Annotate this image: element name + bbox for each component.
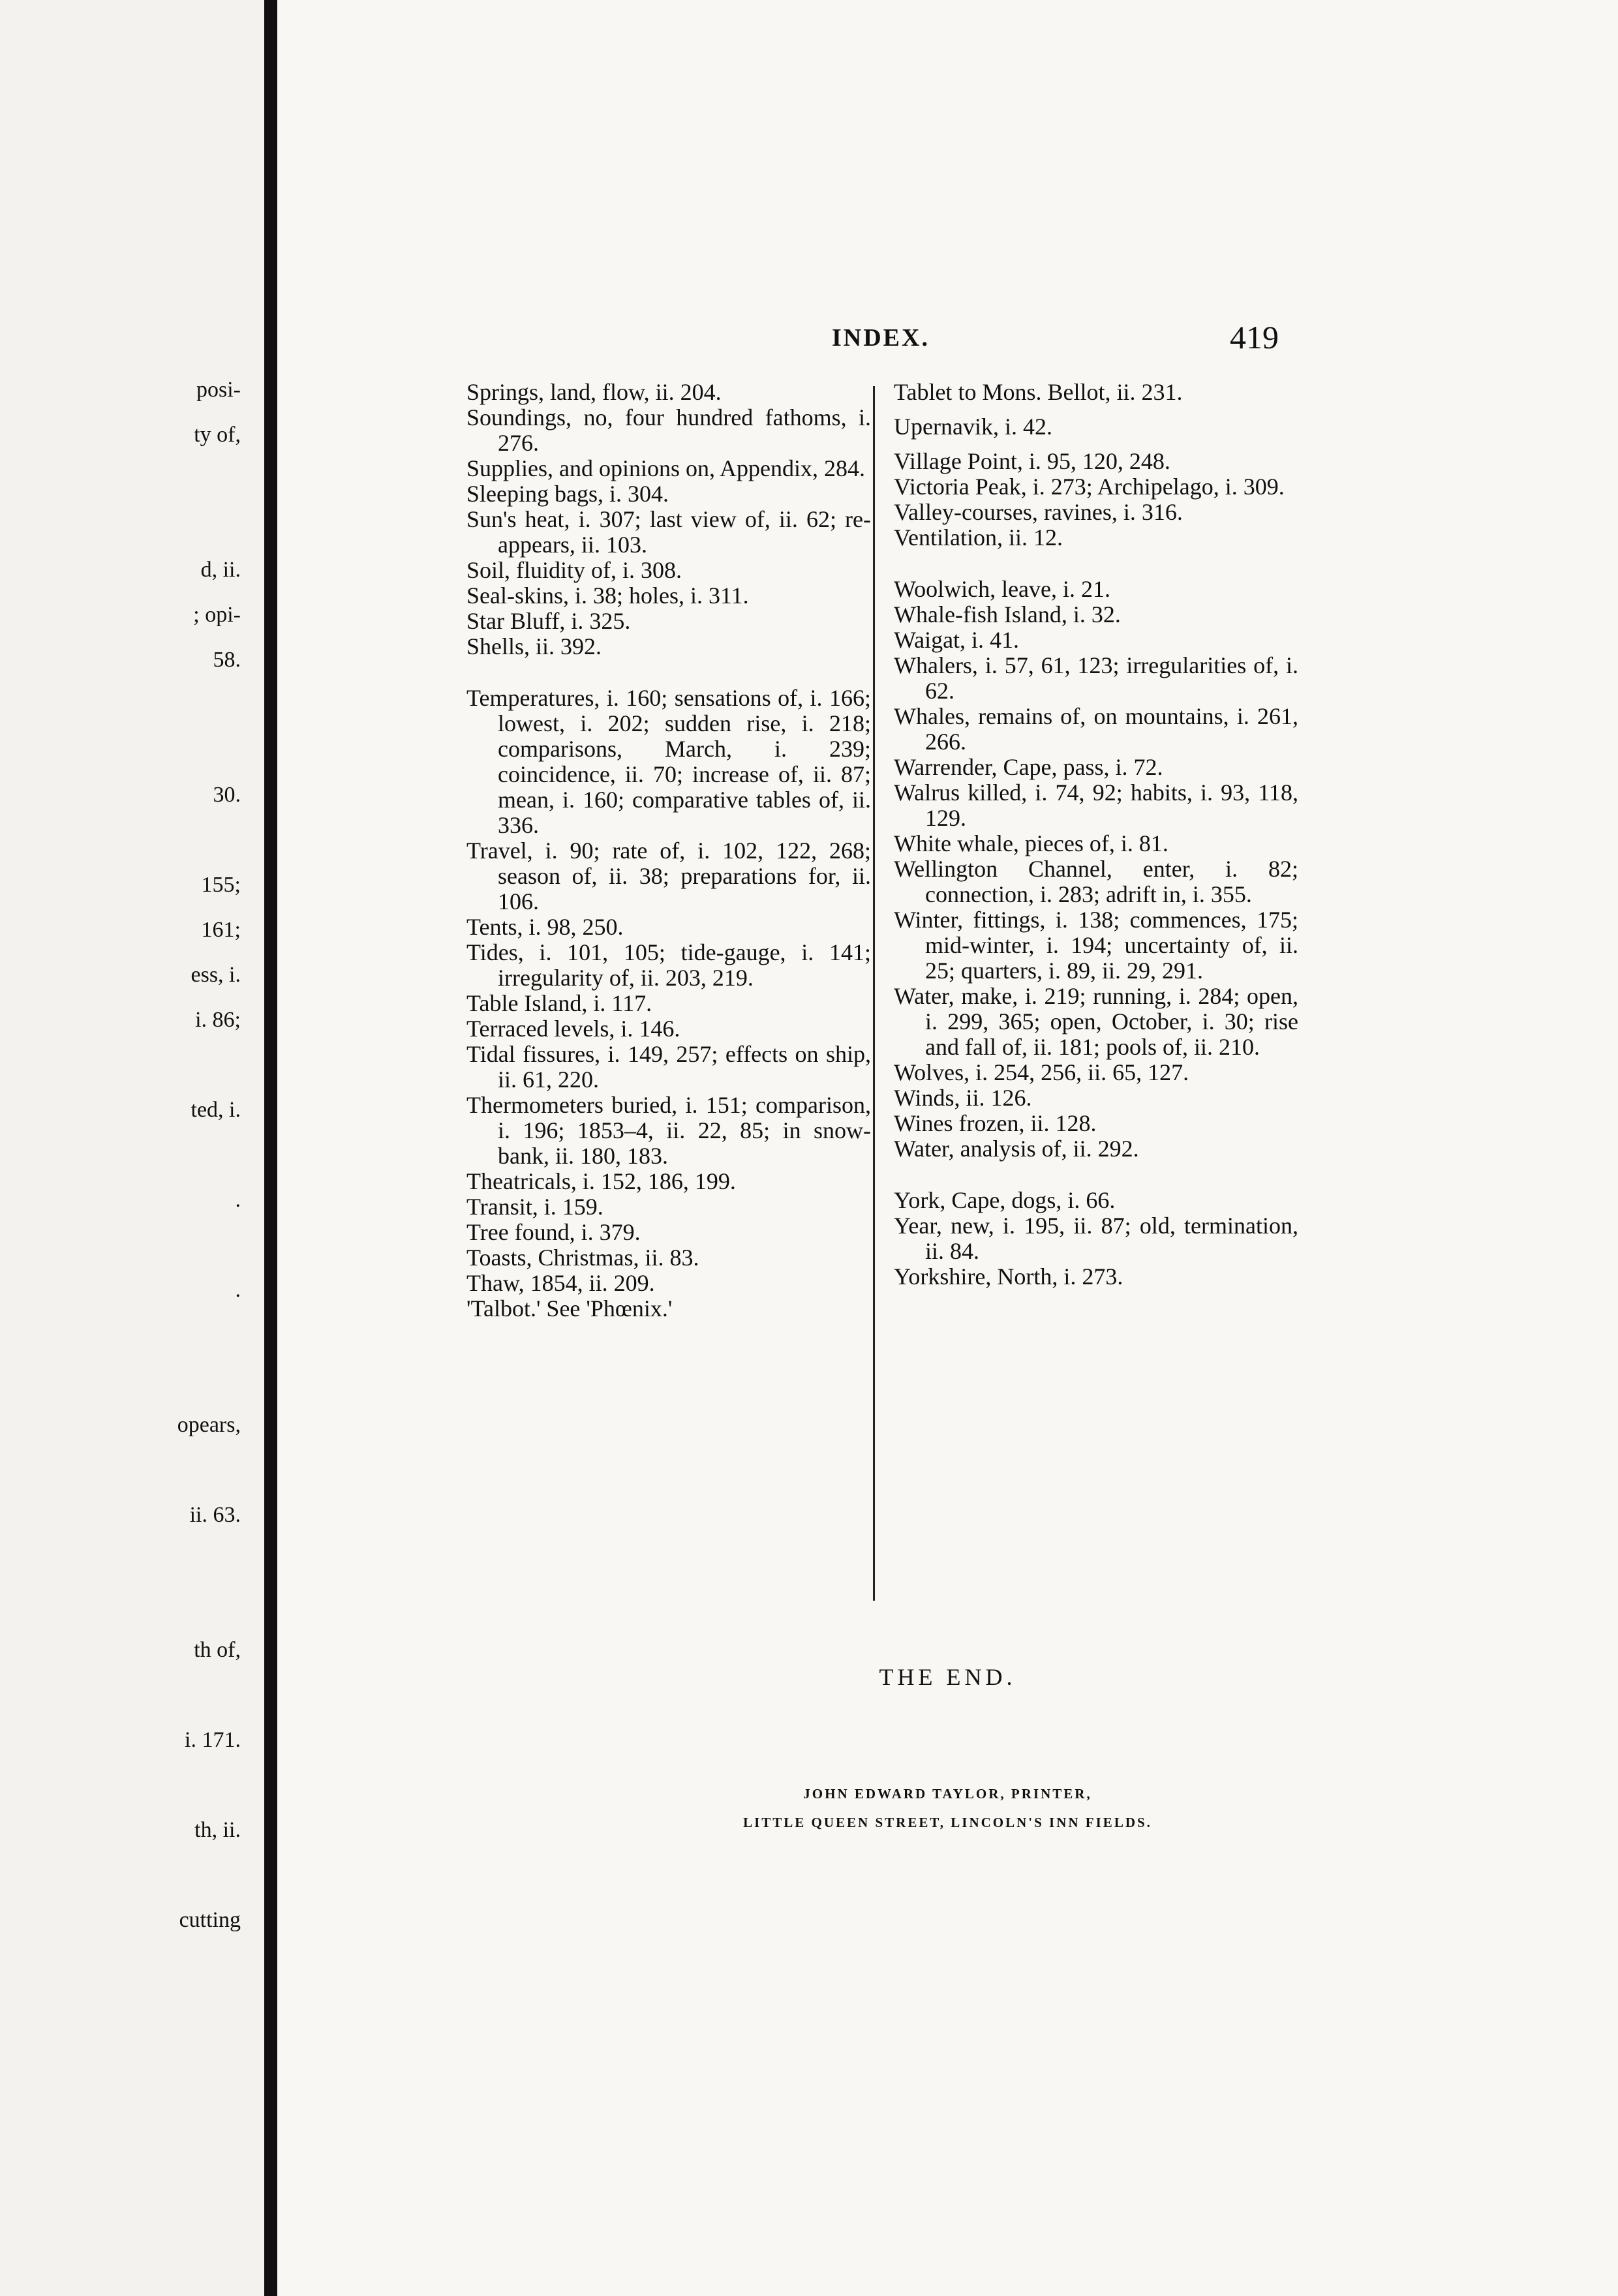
index-entry: Tides, i. 101, 105; tide-gauge, i. 141; irregularity of, ii. 203, 219. [466, 939, 871, 991]
page-number: 419 [1230, 319, 1279, 355]
index-entry: Transit, i. 159. [466, 1194, 603, 1220]
printer-line-2: LITTLE QUEEN STREET, LINCOLN'S INN FIELDS. [743, 1815, 1152, 1830]
index-entry: Toasts, Christmas, ii. 83. [466, 1245, 699, 1271]
index-entry: Springs, land, flow, ii. 204. [466, 379, 722, 405]
facing-page-fragment: cutting [179, 1908, 241, 1932]
index-entry: Supplies, and opinions on, Appendix, 284. [466, 455, 865, 481]
index-entry: Soil, fluidity of, i. 308. [466, 557, 682, 583]
index-entry: Travel, i. 90; rate of, i. 102, 122, 268; season of, ii. 38; preparations for, ii. 106. [466, 838, 871, 914]
page-gutter [264, 0, 277, 2296]
section-gap [894, 440, 1298, 449]
facing-page-fragment: 30. [213, 783, 241, 807]
index-entry: Upernavik, i. 42. [894, 414, 1052, 440]
index-entry: 'Talbot.' See 'Phœnix.' [466, 1295, 673, 1322]
index-entry: Tents, i. 98, 250. [466, 914, 624, 940]
index-entry: Year, new, i. 195, ii. 87; old, termination, ii. 84. [894, 1213, 1298, 1264]
index-entry: Seal-skins, i. 38; holes, i. 311. [466, 582, 749, 609]
index-entry: Woolwich, leave, i. 21. [894, 576, 1111, 602]
section-gap [894, 1162, 1298, 1188]
index-entry: Thaw, 1854, ii. 209. [466, 1270, 655, 1296]
running-header [277, 318, 1618, 357]
index-entry: Water, make, i. 219; running, i. 284; open, i. 299, 365; open, October, i. 30; rise and fall of, ii. 181; pools of, ii. 210. [894, 983, 1298, 1060]
index-entry: Table Island, i. 117. [466, 990, 652, 1016]
running-title: INDEX. [832, 324, 930, 352]
index-entry: Wolves, i. 254, 256, ii. 65, 127. [894, 1059, 1189, 1085]
index-entry: York, Cape, dogs, i. 66. [894, 1187, 1116, 1213]
index-entry: Sun's heat, i. 307; last view of, ii. 62; re-appears, ii. 103. [466, 506, 871, 558]
index-entry: Whales, remains of, on mountains, i. 261, 266. [894, 703, 1298, 755]
index-entry: Wines frozen, ii. 128. [894, 1110, 1097, 1136]
index-entry: Tablet to Mons. Bellot, ii. 231. [894, 379, 1183, 405]
index-entry: Wellington Channel, enter, i. 82; connection, i. 283; adrift in, i. 355. [894, 856, 1298, 907]
facing-page-fragment: posi- [196, 378, 241, 402]
index-entry: Terraced levels, i. 146. [466, 1016, 680, 1042]
index-entry: Whale-fish Island, i. 32. [894, 601, 1121, 627]
facing-page-edge [0, 0, 264, 2296]
facing-page-fragment: . [235, 1188, 241, 1212]
index-entry: Waigat, i. 41. [894, 627, 1020, 653]
facing-page-fragment: i. 86; [195, 1008, 241, 1032]
facing-page-fragment: opears, [177, 1413, 241, 1437]
facing-page-fragment: i. 171. [185, 1728, 241, 1752]
index-entry: Star Bluff, i. 325. [466, 608, 631, 634]
facing-page-fragment: . [235, 1278, 241, 1302]
index-entry: Tidal fissures, i. 149, 257; effects on ship, ii. 61, 220. [466, 1041, 871, 1093]
index-entry: Valley-courses, ravines, i. 316. [894, 499, 1183, 525]
facing-page-fragment: th, ii. [194, 1818, 241, 1842]
index-column-right [894, 380, 1298, 1290]
index-entry: Yorkshire, North, i. 273. [894, 1263, 1123, 1290]
index-entry: Theatricals, i. 152, 186, 199. [466, 1168, 736, 1194]
index-page [277, 0, 1618, 2296]
index-entry: Shells, ii. 392. [466, 633, 602, 659]
index-entry: Winds, ii. 126. [894, 1085, 1032, 1111]
facing-page-fragment: ted, i. [191, 1098, 241, 1122]
facing-page-fragment: 155; [201, 873, 241, 897]
end-mark: THE END. [879, 1664, 1016, 1690]
index-column-left [466, 380, 871, 1322]
index-entry: Village Point, i. 95, 120, 248. [894, 448, 1170, 474]
section-gap [894, 405, 1298, 414]
index-entry: Soundings, no, four hundred fathoms, i. 276. [466, 404, 871, 456]
section-gap [466, 659, 871, 686]
index-entry: Whalers, i. 57, 61, 123; irregularities of, i. 62. [894, 652, 1298, 704]
facing-page-fragment: 58. [213, 648, 241, 672]
index-entry: Victoria Peak, i. 273; Archipelago, i. 309. [894, 474, 1285, 500]
index-entry: Ventilation, ii. 12. [894, 524, 1063, 551]
index-entry: White whale, pieces of, i. 81. [894, 830, 1168, 856]
facing-page-fragment: ty of, [194, 423, 241, 447]
index-entry: Temperatures, i. 160; sensations of, i. 166; lowest, i. 202; sudden rise, i. 218; comparisons, March, i. 239; coincidence, ii. 70; increase of, ii. 87; mean, i. 160; comparative tables of, ii. 336. [466, 685, 871, 838]
column-rule [873, 386, 875, 1601]
index-entry: Tree found, i. 379. [466, 1219, 641, 1245]
index-entry: Sleeping bags, i. 304. [466, 481, 669, 507]
index-entry: Warrender, Cape, pass, i. 72. [894, 754, 1163, 780]
facing-page-fragment: ii. 63. [189, 1503, 241, 1527]
index-entry: Water, analysis of, ii. 292. [894, 1136, 1139, 1162]
facing-page-fragment: 161; [201, 918, 241, 942]
section-gap [894, 551, 1298, 577]
index-entry: Winter, fittings, i. 138; commences, 175; mid-winter, i. 194; uncertainty of, ii. 25; quarters, i. 89, ii. 29, 291. [894, 907, 1298, 984]
facing-page-fragment: ; opi- [193, 603, 241, 627]
facing-page-fragment: ess, i. [191, 963, 241, 987]
index-entry: Walrus killed, i. 74, 92; habits, i. 93, 118, 129. [894, 779, 1298, 831]
index-entry: Thermometers buried, i. 151; comparison, i. 196; 1853–4, ii. 22, 85; in snow-bank, ii. 180, 183. [466, 1092, 871, 1169]
printer-line-1: JOHN EDWARD TAYLOR, PRINTER, [803, 1786, 1092, 1802]
facing-page-fragment: th of, [194, 1638, 241, 1662]
facing-page-fragment: d, ii. [200, 558, 241, 582]
